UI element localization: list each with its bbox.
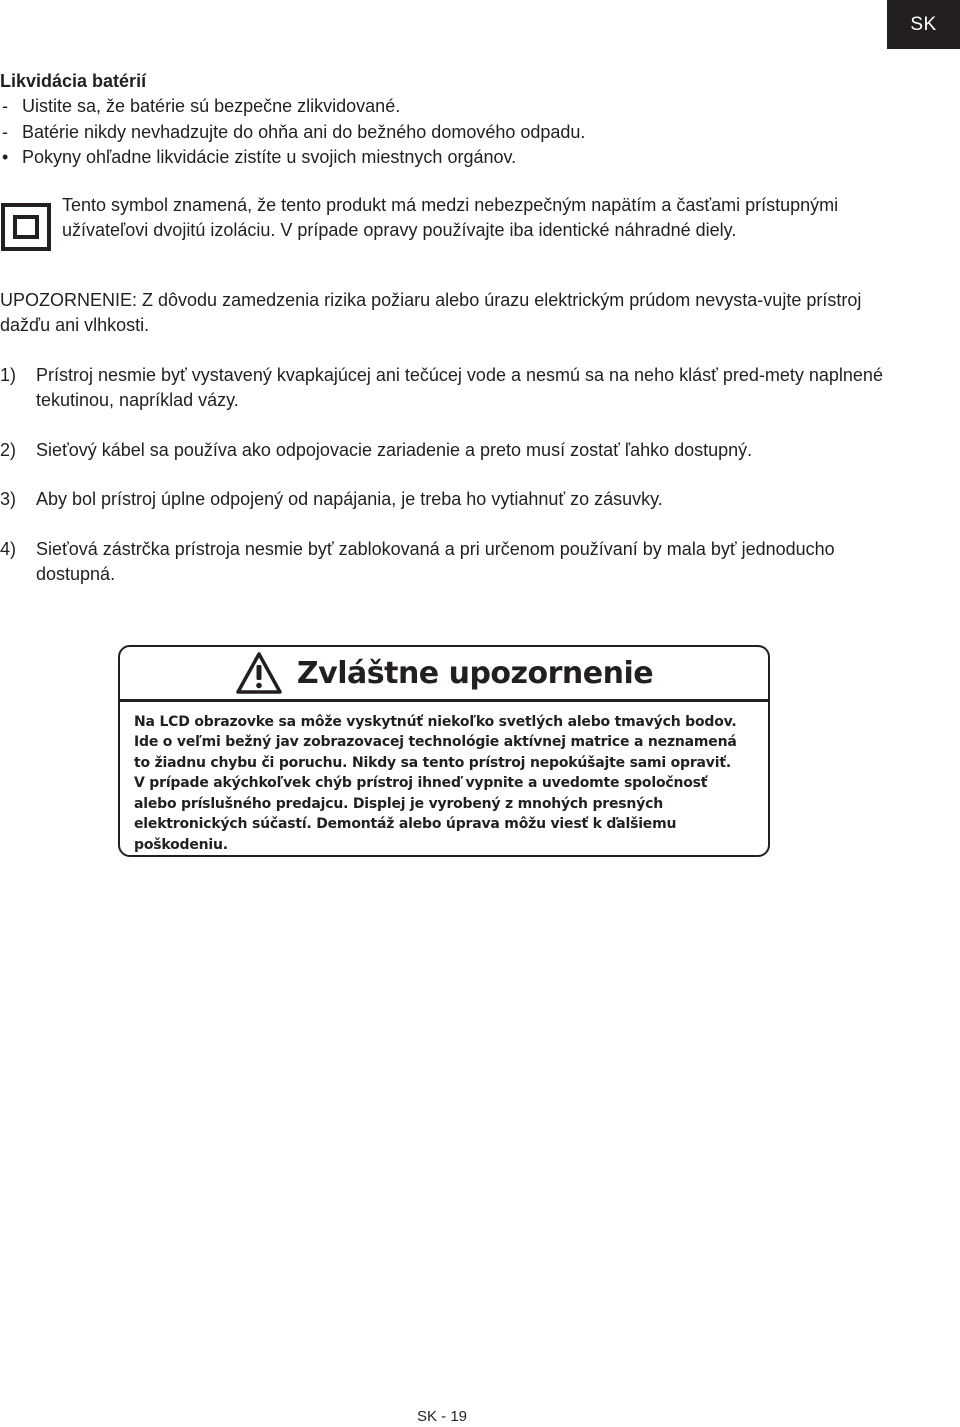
list-item — [0, 363, 900, 414]
list-item — [0, 94, 900, 120]
battery-disposal-title: Likvidácia batérií — [0, 71, 147, 91]
list-number: 2) — [0, 439, 17, 460]
list-number: 1) — [0, 364, 17, 385]
double-insulation-text: Tento symbol znamená, že tento produkt má medzi nebezpečným napätím a časťami prístupnými užívateľovi dvojitú izoláciu. V prípade opravy používajte iba identické náhradné diely. — [62, 194, 839, 240]
notice-line: V prípade akýchkoľvek chýb prístroj ihneď vypnite a uvedomte spoločnosť — [134, 775, 708, 791]
notice-line: elektronických súčastí. Demontáž alebo úprava môžu viesť k ďalšiemu — [134, 816, 677, 832]
list-item — [0, 145, 900, 171]
list-item-text: Sieťová zástrčka prístroja nesmie byť zablokovaná a pri určenom používaní by mala byť jednoducho dostupná. — [36, 538, 835, 584]
notice-line: to žiadnu chybu či poruchu. Nikdy sa tento prístroj nepokúšajte sami opraviť. — [134, 754, 731, 771]
list-item — [0, 120, 900, 146]
special-notice-box — [118, 645, 770, 857]
list-item-text: Aby bol prístroj úplne odpojený od napájania, je treba ho vytiahnuť zo zásuvky. — [36, 489, 663, 509]
notice-header — [120, 647, 768, 699]
list-number: 4) — [0, 538, 17, 559]
list-item — [0, 537, 900, 588]
list-item-text: Uistite sa, že batérie sú bezpečne zlikvidované. — [22, 96, 401, 116]
battery-disposal-list — [0, 94, 900, 171]
list-item-text: Prístroj nesmie byť vystavený kvapkajúcej ani tečúcej vode a nesmú sa na neho klásť pred-mety naplnené tekutinou, napríklad vázy. — [36, 364, 883, 410]
notice-title: Zvláštne upozornenie — [296, 655, 654, 691]
list-marker: - — [2, 96, 8, 116]
list-marker: • — [2, 147, 9, 167]
list-number: 3) — [0, 489, 17, 509]
list-item-text: Sieťový kábel sa používa ako odpojovacie zariadenie a preto musí zostať ľahko dostupný. — [36, 439, 753, 460]
double-insulation-note — [0, 193, 900, 271]
notice-line: Na LCD obrazovke sa môže vyskytnúť niekoľko svetlých alebo tmavých bodov. — [134, 713, 737, 730]
page-content — [0, 68, 900, 588]
warning-triangle-icon — [235, 651, 283, 695]
list-item — [0, 438, 900, 464]
notice-line: poškodeniu. — [134, 836, 228, 853]
safety-list — [0, 363, 900, 588]
list-item-text: Batérie nikdy nevhadzujte do ohňa ani do bežného domového odpadu. — [22, 121, 586, 142]
notice-line: Ide o veľmi bežný jav zobrazovacej technológie aktívnej matrice a neznamená — [134, 734, 737, 750]
notice-line: alebo príslušného predajcu. Displej je vyrobený z mnohých presných — [134, 795, 663, 812]
page-number: SK - 19 — [416, 1408, 468, 1425]
notice-body — [120, 702, 768, 856]
list-item-text: Pokyny ohľadne likvidácie zistíte u svojich miestnych orgánov. — [22, 147, 517, 167]
list-marker: - — [2, 121, 8, 142]
list-item — [0, 487, 900, 513]
warning-text: UPOZORNENIE: Z dôvodu zamedzenia rizika požiaru alebo úrazu elektrickým prúdom nevysta-vujte prístroj dažďu ani vlhkosti. — [0, 289, 862, 335]
double-insulation-icon — [1, 203, 51, 251]
language-tab: SK — [887, 0, 960, 49]
